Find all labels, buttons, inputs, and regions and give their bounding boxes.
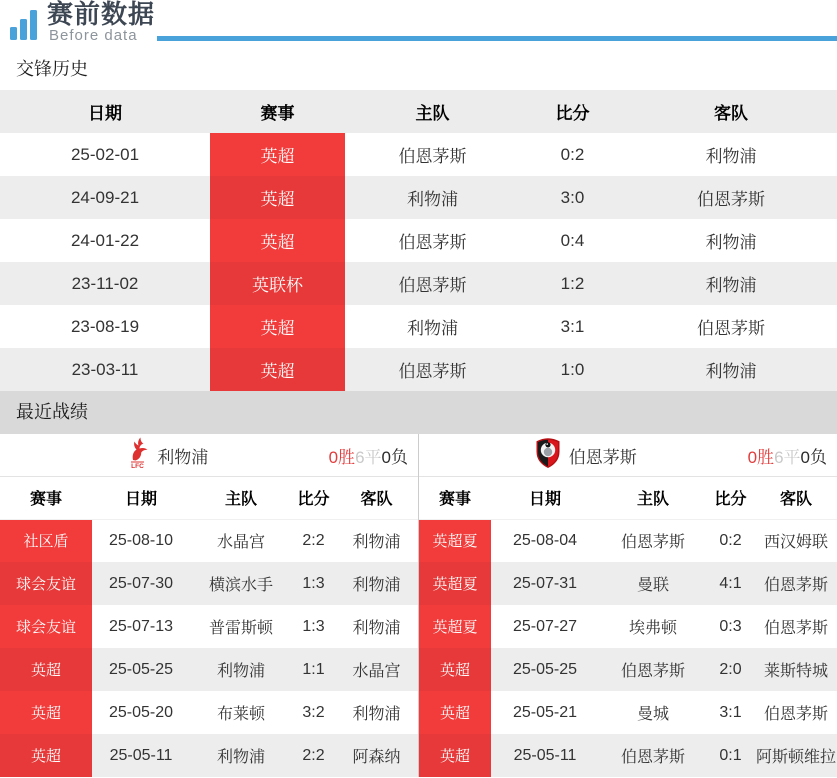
competition-badge: 英超 bbox=[419, 691, 491, 734]
competition-badge: 英超 bbox=[210, 176, 345, 219]
competition-badge: 英超 bbox=[0, 734, 92, 777]
away-team: 莱斯特城 bbox=[754, 648, 837, 691]
table-row bbox=[419, 562, 837, 605]
team-name: 伯恩茅斯 bbox=[568, 447, 637, 467]
column-header-home: 主队 bbox=[345, 90, 520, 133]
home-team: 伯恩茅斯 bbox=[345, 219, 520, 262]
competition-badge: 英超 bbox=[210, 133, 345, 176]
home-team: 埃弗顿 bbox=[599, 605, 707, 648]
h2h-date: 24-01-22 bbox=[0, 219, 210, 262]
away-team: 利物浦 bbox=[625, 219, 837, 262]
bar-chart-icon bbox=[10, 9, 38, 45]
match-date: 25-07-13 bbox=[92, 605, 190, 648]
competition-badge: 英超 bbox=[210, 348, 345, 391]
recent-header-row bbox=[419, 477, 837, 519]
home-team: 伯恩茅斯 bbox=[599, 648, 707, 691]
match-date: 25-05-21 bbox=[491, 691, 599, 734]
table-row bbox=[419, 691, 837, 734]
team-identity bbox=[419, 437, 748, 474]
record-wins: 0胜 bbox=[747, 447, 775, 467]
score: 1:2 bbox=[520, 262, 625, 305]
recent-section-title: 最近战绩 bbox=[0, 391, 837, 434]
h2h-date: 24-09-21 bbox=[0, 176, 210, 219]
recent-header-row bbox=[0, 477, 418, 519]
brand-text bbox=[47, 0, 155, 44]
table-row bbox=[419, 648, 837, 691]
table-row bbox=[0, 133, 837, 176]
table-row bbox=[0, 348, 837, 391]
competition-badge: 球会友谊 bbox=[0, 562, 92, 605]
column-header-away: 客队 bbox=[754, 477, 837, 519]
away-team: 利物浦 bbox=[335, 519, 418, 562]
h2h-date: 25-02-01 bbox=[0, 133, 210, 176]
column-header-date: 日期 bbox=[92, 477, 190, 519]
score: 0:4 bbox=[520, 219, 625, 262]
competition-badge: 球会友谊 bbox=[0, 605, 92, 648]
match-date: 25-07-30 bbox=[92, 562, 190, 605]
score: 0:1 bbox=[707, 734, 754, 777]
away-team: 利物浦 bbox=[625, 133, 837, 176]
h2h-date: 23-08-19 bbox=[0, 305, 210, 348]
table-row bbox=[0, 691, 418, 734]
home-team: 曼城 bbox=[599, 691, 707, 734]
table-row bbox=[0, 305, 837, 348]
h2h-date: 23-11-02 bbox=[0, 262, 210, 305]
away-team: 伯恩茅斯 bbox=[754, 562, 837, 605]
home-team: 利物浦 bbox=[190, 734, 292, 777]
recent-panel-bournemouth bbox=[418, 434, 837, 777]
team-record bbox=[329, 443, 418, 468]
home-team: 普雷斯顿 bbox=[190, 605, 292, 648]
score: 4:1 bbox=[707, 562, 754, 605]
competition-badge: 英超 bbox=[419, 648, 491, 691]
brand-title: 赛前数据 bbox=[47, 0, 156, 29]
column-header-away: 客队 bbox=[625, 90, 837, 133]
away-team: 利物浦 bbox=[335, 605, 418, 648]
competition-badge: 英超夏 bbox=[419, 605, 491, 648]
home-team: 横滨水手 bbox=[190, 562, 292, 605]
home-team: 伯恩茅斯 bbox=[345, 348, 520, 391]
away-team: 伯恩茅斯 bbox=[625, 305, 837, 348]
match-date: 25-08-10 bbox=[92, 519, 190, 562]
record-wins: 0胜 bbox=[328, 447, 356, 467]
home-team: 利物浦 bbox=[345, 176, 520, 219]
table-row bbox=[0, 562, 418, 605]
record-draws: 6平 bbox=[355, 447, 382, 467]
match-date: 25-07-31 bbox=[491, 562, 599, 605]
score: 0:2 bbox=[520, 133, 625, 176]
team-header-bournemouth[interactable] bbox=[419, 434, 837, 477]
table-row bbox=[0, 519, 418, 562]
away-team: 水晶宫 bbox=[335, 648, 418, 691]
team-header-liverpool[interactable] bbox=[0, 434, 418, 477]
brand-header bbox=[0, 0, 837, 48]
score: 3:0 bbox=[520, 176, 625, 219]
score: 2:0 bbox=[707, 648, 754, 691]
h2h-date: 23-03-11 bbox=[0, 348, 210, 391]
h2h-header-row bbox=[0, 90, 837, 133]
table-row bbox=[0, 176, 837, 219]
column-header-home: 主队 bbox=[190, 477, 292, 519]
column-header-comp: 赛事 bbox=[419, 477, 491, 519]
away-team: 利物浦 bbox=[625, 262, 837, 305]
competition-badge: 英超 bbox=[419, 734, 491, 777]
team-record bbox=[748, 443, 837, 468]
column-header-comp: 赛事 bbox=[0, 477, 92, 519]
away-team: 利物浦 bbox=[335, 562, 418, 605]
liverpool-crest-icon bbox=[124, 437, 150, 474]
table-row bbox=[419, 519, 837, 562]
home-team: 伯恩茅斯 bbox=[599, 519, 707, 562]
away-team: 阿森纳 bbox=[335, 734, 418, 777]
table-row bbox=[0, 219, 837, 262]
home-team: 布莱顿 bbox=[190, 691, 292, 734]
home-team: 伯恩茅斯 bbox=[345, 262, 520, 305]
column-header-comp: 赛事 bbox=[210, 90, 345, 133]
column-header-away: 客队 bbox=[335, 477, 418, 519]
competition-badge: 英超 bbox=[0, 648, 92, 691]
table-row bbox=[419, 605, 837, 648]
away-team: 利物浦 bbox=[335, 691, 418, 734]
team-identity bbox=[0, 437, 329, 474]
brand-divider-line bbox=[157, 36, 837, 41]
column-header-home: 主队 bbox=[599, 477, 707, 519]
bournemouth-crest-icon bbox=[534, 437, 562, 474]
record-losses: 0负 bbox=[381, 447, 408, 467]
recent-panel-liverpool bbox=[0, 434, 418, 777]
home-team: 伯恩茅斯 bbox=[599, 734, 707, 777]
recent-table-bournemouth bbox=[419, 477, 837, 777]
column-header-date: 日期 bbox=[0, 90, 210, 133]
competition-badge: 英超 bbox=[210, 219, 345, 262]
h2h-section-title: 交锋历史 bbox=[0, 48, 837, 90]
away-team: 伯恩茅斯 bbox=[754, 691, 837, 734]
column-header-score: 比分 bbox=[520, 90, 625, 133]
match-date: 25-05-20 bbox=[92, 691, 190, 734]
match-date: 25-07-27 bbox=[491, 605, 599, 648]
table-row bbox=[0, 605, 418, 648]
home-team: 利物浦 bbox=[345, 305, 520, 348]
table-row bbox=[0, 262, 837, 305]
match-date: 25-05-11 bbox=[491, 734, 599, 777]
score: 3:2 bbox=[292, 691, 335, 734]
away-team: 阿斯顿维拉 bbox=[754, 734, 837, 777]
table-row bbox=[419, 734, 837, 777]
team-name: 利物浦 bbox=[157, 447, 209, 467]
recent-panels bbox=[0, 434, 837, 777]
score: 0:2 bbox=[707, 519, 754, 562]
home-team: 利物浦 bbox=[190, 648, 292, 691]
away-team: 伯恩茅斯 bbox=[754, 605, 837, 648]
away-team: 西汉姆联 bbox=[754, 519, 837, 562]
competition-badge: 英超 bbox=[0, 691, 92, 734]
table-row bbox=[0, 648, 418, 691]
score: 1:0 bbox=[520, 348, 625, 391]
away-team: 利物浦 bbox=[625, 348, 837, 391]
record-draws: 6平 bbox=[774, 447, 801, 467]
score: 3:1 bbox=[707, 691, 754, 734]
score: 1:3 bbox=[292, 562, 335, 605]
score: 1:3 bbox=[292, 605, 335, 648]
record-losses: 0负 bbox=[800, 447, 827, 467]
match-date: 25-05-25 bbox=[491, 648, 599, 691]
h2h-table bbox=[0, 90, 837, 391]
competition-badge: 社区盾 bbox=[0, 519, 92, 562]
column-header-score: 比分 bbox=[707, 477, 754, 519]
home-team: 伯恩茅斯 bbox=[345, 133, 520, 176]
match-date: 25-08-04 bbox=[491, 519, 599, 562]
score: 1:1 bbox=[292, 648, 335, 691]
brand-subtitle: Before data bbox=[49, 27, 138, 44]
score: 2:2 bbox=[292, 734, 335, 777]
competition-badge: 英超 bbox=[210, 305, 345, 348]
match-date: 25-05-11 bbox=[92, 734, 190, 777]
match-date: 25-05-25 bbox=[92, 648, 190, 691]
home-team: 水晶宫 bbox=[190, 519, 292, 562]
column-header-date: 日期 bbox=[491, 477, 599, 519]
score: 2:2 bbox=[292, 519, 335, 562]
score: 0:3 bbox=[707, 605, 754, 648]
competition-badge: 英联杯 bbox=[210, 262, 345, 305]
competition-badge: 英超夏 bbox=[419, 519, 491, 562]
svg-text:LFC: LFC bbox=[131, 462, 145, 469]
score: 3:1 bbox=[520, 305, 625, 348]
home-team: 曼联 bbox=[599, 562, 707, 605]
competition-badge: 英超夏 bbox=[419, 562, 491, 605]
table-row bbox=[0, 734, 418, 777]
away-team: 伯恩茅斯 bbox=[625, 176, 837, 219]
column-header-score: 比分 bbox=[292, 477, 335, 519]
recent-table-liverpool bbox=[0, 477, 418, 777]
